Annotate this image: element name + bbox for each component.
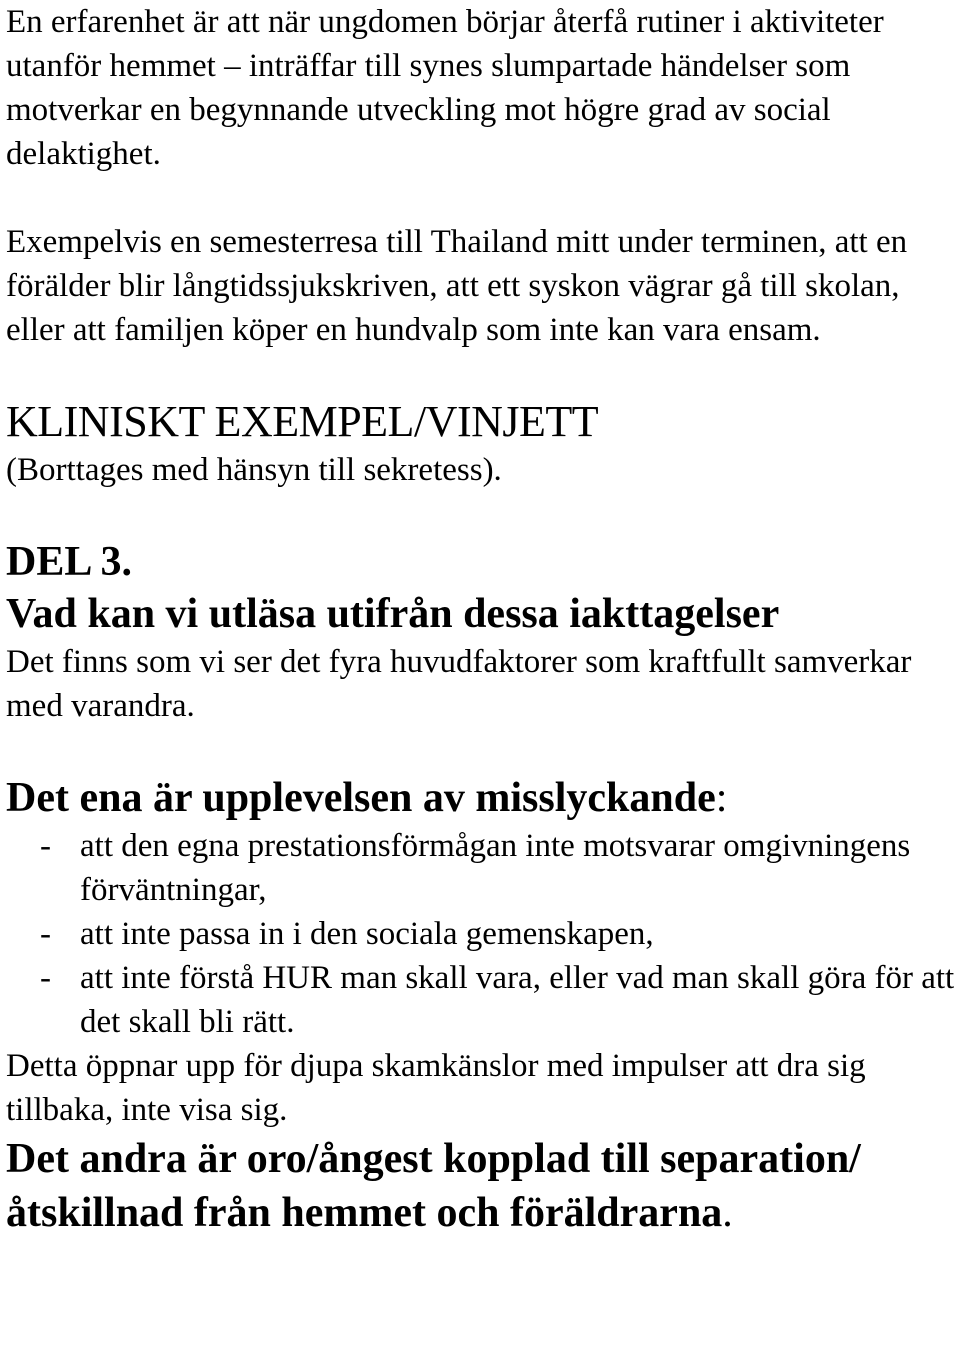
clinical-example-heading: KLINISKT EXEMPEL/VINJETT bbox=[6, 397, 599, 446]
dash-bullet: - bbox=[40, 916, 51, 952]
list-item-text: att den egna prestationsförmågan inte motsvarar omgivningens förväntningar, bbox=[80, 828, 911, 908]
list-item bbox=[6, 956, 956, 1044]
failure-heading-text: Det ena är upplevelsen av misslyckande bbox=[6, 775, 716, 821]
anxiety-heading-period: . bbox=[722, 1190, 733, 1236]
part-title: Vad kan vi utläsa utifrån dessa iakttagelser bbox=[6, 591, 780, 637]
dash-bullet: - bbox=[40, 828, 51, 864]
part-label: DEL 3. bbox=[6, 539, 133, 585]
list-item bbox=[6, 824, 956, 912]
document-page bbox=[6, 0, 956, 1240]
confidentiality-note: (Borttages med hänsyn till sekretess). bbox=[6, 452, 502, 488]
failure-heading-colon: : bbox=[715, 775, 728, 821]
part-intro: Det finns som vi ser det fyra huvudfaktorer som kraftfullt samverkar med varandra. bbox=[6, 644, 912, 724]
anxiety-heading-text: Det andra är oro/ångest kopplad till separation/åtskillnad från hemmet och föräldrarna bbox=[6, 1136, 861, 1236]
intro-paragraph: En erfarenhet är att när ungdomen börjar återfå rutiner i aktiviteter utanför hemmet – inträffar till synes slumpartade händelser som motverkar en begynnande utveckling mot högre grad av social delaktighet. bbox=[6, 4, 884, 172]
dash-bullet: - bbox=[40, 960, 51, 996]
failure-heading bbox=[6, 772, 956, 824]
failure-list bbox=[6, 824, 956, 1044]
example-paragraph: Exempelvis en semesterresa till Thailand mitt under terminen, att en förälder blir långtidssjukskriven, att ett syskon vägrar gå till skolan, eller att familjen köper en hundvalp som inte kan vara ensam. bbox=[6, 224, 908, 348]
shame-paragraph: Detta öppnar upp för djupa skamkänslor med impulser att dra sig tillbaka, inte visa sig. bbox=[6, 1048, 866, 1128]
list-item-text: att inte förstå HUR man skall vara, eller vad man skall göra för att det skall bli rätt. bbox=[80, 960, 955, 1040]
list-item-text: att inte passa in i den sociala gemenskapen, bbox=[80, 916, 654, 952]
anxiety-heading bbox=[6, 1132, 956, 1240]
list-item bbox=[6, 912, 956, 956]
